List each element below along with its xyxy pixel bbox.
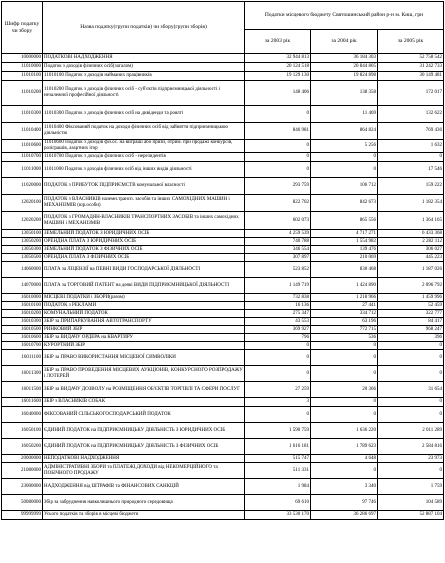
table-row — [2, 479, 444, 495]
row-code: 11010600 — [2, 140, 43, 153]
year-2005-header: за 2005 рік — [378, 30, 444, 54]
row-value-2003: 0 — [245, 350, 311, 366]
table-row — [2, 278, 444, 294]
row-value-2003: 16 136 — [245, 302, 311, 310]
row-name: ЗБІР за ПРАВО ПРОВЕДЕННЯ МІСЦЕВИХ АУКЦІОНІВ, КОНКУРСНОГО РОЗПРОДАЖУ і ЛОТЕРЕЙ — [43, 366, 245, 382]
row-value-2003: 515 747 — [245, 455, 311, 463]
row-code: 16011600 — [2, 398, 43, 407]
row-value-2005: 2 011 289 — [378, 423, 444, 439]
row-name: ПЛАТА за ЛІЦЕНЗІЇ на ПЕВНІ ВИДИ ГОСПОДАРСЬКОЇ ДІЯЛЬНОСТІ — [43, 262, 245, 278]
row-name: АДМІНІСТРАТИВНІ ЗБОРИ та ПЛАТЕЖІ,ДОХОДИ від НЕКОМЕРЦІЙНОГО та ПОБІЧНОГО ПРОДАЖУ — [43, 463, 245, 479]
caption-row — [2, 2, 444, 30]
row-code: 12020100 — [2, 195, 43, 212]
row-name: Усього податків та зборів в місцеві бюджети — [43, 511, 245, 520]
row-value-2004: 27 441 — [311, 302, 378, 310]
row-value-2003: 346 554 — [245, 246, 311, 254]
row-value-2003: 4 259 539 — [245, 230, 311, 238]
table-row — [2, 246, 444, 254]
row-value-2004: 1 424 890 — [311, 278, 378, 294]
row-code: 16010600 — [2, 334, 43, 342]
row-value-2004: 5 256 — [311, 140, 378, 153]
row-value-2005: 84 417 — [378, 318, 444, 326]
row-value-2005: 172 017 — [378, 81, 444, 106]
row-value-2004: 0 — [311, 463, 378, 479]
row-value-2005: 1 459 996 — [378, 294, 444, 302]
row-value-2004: 0 — [311, 350, 378, 366]
row-code: 11010000 — [2, 63, 43, 72]
table-row — [2, 318, 444, 326]
row-value-2003: 69 610 — [245, 495, 311, 511]
row-code: 10000000 — [2, 54, 43, 63]
row-value-2003: 33 530 170 — [245, 511, 311, 520]
row-value-2003: 1 616 181 — [245, 439, 311, 455]
row-code: 16010300 — [2, 318, 43, 326]
row-name: ЄДИНИЙ ПОДАТОК на ПІДПРИЄМНИЦЬКУ ДІЯЛЬНІСТЬ З ЮРИДИЧНИХ ОСІБ — [43, 423, 245, 439]
row-code: 13050500 — [2, 254, 43, 262]
row-value-2005: 52 758 542 — [378, 54, 444, 63]
row-name: ЗБІР за ПРИПАРКУВАННЯ АВТОТРАНСПОРТУ — [43, 318, 245, 326]
table-row — [2, 72, 444, 81]
row-value-2004: 106 712 — [311, 178, 378, 195]
row-value-2004: 1 636 220 — [311, 423, 378, 439]
row-name: 11010400 Фіксований податок на доходи фізичних осіб від зайняття підприємницькою діяльністю — [43, 123, 245, 140]
row-value-2005: 6 433 368 — [378, 230, 444, 238]
table-row — [2, 153, 444, 162]
row-name: ОРЕНДНА ПЛАТА З ЮРИДИЧНИХ ОСІБ — [43, 238, 245, 246]
row-value-2005: 31 654 — [378, 382, 444, 398]
row-name: НЕПОДАТКОВІ НАДХОДЖЕННЯ — [43, 455, 245, 463]
row-value-2005: 1 182 354 — [378, 195, 444, 212]
row-name: 11010700 Податок з доходів фізичних осіб - нерезидентів — [43, 153, 245, 162]
row-code: 14070000 — [2, 278, 43, 294]
row-value-2005: 132 622 — [378, 106, 444, 123]
row-value-2004: 864 824 — [311, 123, 378, 140]
row-value-2004: 36 286 697 — [311, 511, 378, 520]
row-value-2004: 0 — [311, 407, 378, 423]
table-row — [2, 407, 444, 423]
table-row — [2, 423, 444, 439]
row-value-2003: 1 590 759 — [245, 423, 311, 439]
row-code: 13050200 — [2, 238, 43, 246]
row-value-2005: 769 436 — [378, 123, 444, 140]
row-value-2004: 4 648 — [311, 455, 378, 463]
row-code: 16010700 — [2, 342, 43, 350]
row-code: 20000000 — [2, 455, 43, 463]
row-code: 11010300 — [2, 106, 43, 123]
row-code: 11011000 — [2, 162, 43, 178]
row-value-2005: 1 364 165 — [378, 212, 444, 230]
row-value-2004: 138 358 — [311, 81, 378, 106]
row-value-2005: 159 222 — [378, 178, 444, 195]
row-code: 16010200 — [2, 310, 43, 318]
row-code: 11020000 — [2, 178, 43, 195]
table-row — [2, 195, 444, 212]
row-code: 12020200 — [2, 212, 43, 230]
row-name: РИНКОВИЙ ЗБІР — [43, 326, 245, 334]
row-name: ПОДАТОК з РЕКЛАМИ — [43, 302, 245, 310]
row-value-2004: 11 469 — [311, 106, 378, 123]
row-value-2003: 3 — [245, 398, 311, 407]
row-value-2005: 2 282 112 — [378, 238, 444, 246]
header-name-cell: Назва податку(групи податків) чи збору(групи зборів) — [43, 2, 245, 54]
table-row — [2, 238, 444, 246]
row-value-2003: 20 124 518 — [245, 63, 311, 72]
row-value-2003: 602 073 — [245, 212, 311, 230]
row-value-2003: 307 897 — [245, 254, 311, 262]
row-value-2005: 52 459 — [378, 302, 444, 310]
row-value-2004: 0 — [311, 366, 378, 382]
row-name: 11010100 Податок з доходів найманих працівників — [43, 72, 245, 81]
row-value-2004: 0 — [311, 398, 378, 407]
row-value-2004: 63 196 — [311, 318, 378, 326]
row-code: 21080000 — [2, 463, 43, 479]
row-value-2004: 139 476 — [311, 246, 378, 254]
row-value-2005: 322 777 — [378, 310, 444, 318]
row-value-2005: 396 — [378, 334, 444, 342]
row-value-2004: 865 556 — [311, 212, 378, 230]
row-value-2003: 1 984 — [245, 479, 311, 495]
row-name: 11010200 Податок з доходів фізичних осіб - суб'єктів підприємницької діяльності і незалежної професійної діяльності — [43, 81, 245, 106]
row-code: 23000000 — [2, 479, 43, 495]
row-name: ЗЕМЕЛЬНИЙ ПОДАТОК З ФІЗИЧНИХ ОСІБ — [43, 246, 245, 254]
row-value-2003: 523 852 — [245, 262, 311, 278]
row-name: ЗБІР за ВИДАЧУ ДОЗВОЛУ на РОЗМІЩЕННЯ ОБ'ЄКТІВ ТОРГІВЛІ ТА СФЕРИ ПОСЛУГ — [43, 382, 245, 398]
table-row — [2, 310, 444, 318]
row-value-2003: 0 — [245, 342, 311, 350]
row-value-2005: 23 973 — [378, 455, 444, 463]
year-2004-header: за 2004 рік — [311, 30, 378, 54]
row-value-2003: 369 927 — [245, 326, 311, 334]
row-value-2005: 1 759 — [378, 479, 444, 495]
row-value-2005: 1 187 026 — [378, 262, 444, 278]
row-name: ОРЕНДНА ПЛАТА З ФІЗИЧНИХ ОСІБ — [43, 254, 245, 262]
row-code: 50080000 — [2, 495, 43, 511]
row-name: ПОДАТОК з ПРИБУТОК ПІДПРИЄМСТВ комунальної власності — [43, 178, 245, 195]
row-name: ЗБІР за ВИДАЧУ ОРДЕРА на КВАРТИРУ — [43, 334, 245, 342]
table-row — [2, 366, 444, 382]
table-row — [2, 123, 444, 140]
row-name: НАДХОДЖЕННЯ від ШТРАФІВ та ФІНАНСОВИХ САНКЦІЙ — [43, 479, 245, 495]
row-value-2003: 0 — [245, 140, 311, 153]
table-row — [2, 294, 444, 302]
row-value-2004: 19 824 898 — [311, 72, 378, 81]
row-value-2003: 0 — [245, 153, 311, 162]
row-name: ЗБІР за ПРАВО ВИКОРИСТАННЯ МІСЦЕВОЇ СИМВОЛІКИ — [43, 350, 245, 366]
row-value-2004: 536 — [311, 334, 378, 342]
row-name: КОМУНАЛЬНИЙ ПОДАТОК — [43, 310, 245, 318]
row-code: 16010000 — [2, 294, 43, 302]
row-value-2005: 30 149 481 — [378, 72, 444, 81]
table-row — [2, 302, 444, 310]
row-code: 13050300 — [2, 246, 43, 254]
row-code: 99999999 — [2, 511, 43, 520]
row-value-2005: 1 632 — [378, 140, 444, 153]
row-name: ЄДИНИЙ ПОДАТОК на ПІДПРИЄМНИЦЬКУ ДІЯЛЬНІСТЬ З ФІЗИЧНИХ ОСІБ — [43, 439, 245, 455]
row-value-2004: 1 789 623 — [311, 439, 378, 455]
table-row — [2, 334, 444, 342]
row-name: ПЛАТА за ТОРГОВИЙ ПАТЕНТ на деякі ВИДИ ПІДПРИЄМНИЦЬКОЇ ДІЯЛЬНОСТІ — [43, 278, 245, 294]
row-code: 16050100 — [2, 423, 43, 439]
row-value-2003: 275 347 — [245, 310, 311, 318]
row-value-2005: 2 096 792 — [378, 278, 444, 294]
table-row — [2, 342, 444, 350]
row-name: ПОДАТОК з ВЛАСНИКІВ наземн.трансп. засобів та інших САМОХІДНИХ МАШИН і МЕХАНІЗМІВ (юр.особи) — [43, 195, 245, 212]
table-row — [2, 262, 444, 278]
row-value-2003: 822 702 — [245, 195, 311, 212]
row-code: 16011500 — [2, 382, 43, 398]
table-row — [2, 178, 444, 195]
row-value-2003: 0 — [245, 162, 311, 178]
row-code: 16011100 — [2, 350, 43, 366]
row-value-2003: 32 944 813 — [245, 54, 311, 63]
row-name: ФІКСОВАНИЙ СІЛЬСЬКОГОСПОДАРСЬКИЙ ПОДАТОК — [43, 407, 245, 423]
row-value-2005: 0 — [378, 350, 444, 366]
row-value-2004: 0 — [311, 342, 378, 350]
row-value-2004: 20 366 — [311, 382, 378, 398]
row-name: 11010300 Податок з доходів фізичних осіб на дивіденди та роялті — [43, 106, 245, 123]
year-2003-header: за 2003 рік — [245, 30, 311, 54]
row-value-2003: 1 149 719 — [245, 278, 311, 294]
row-value-2004: 97 746 — [311, 495, 378, 511]
row-value-2004: 20 844 805 — [311, 63, 378, 72]
row-value-2004: 4 717 271 — [311, 230, 378, 238]
row-value-2004: 1 218 966 — [311, 294, 378, 302]
row-value-2003: 27 259 — [245, 382, 311, 398]
row-name: Збір за забруднення навколишнього природного середовища — [43, 495, 245, 511]
table-row — [2, 106, 444, 123]
table-row — [2, 398, 444, 407]
row-value-2005: 0 — [378, 153, 444, 162]
row-code: 16010500 — [2, 326, 43, 334]
row-value-2003: 732 838 — [245, 294, 311, 302]
table-row — [2, 63, 444, 72]
row-name: 11011000 Податок з доходів фізичних осіб від інших видів діяльності — [43, 162, 245, 178]
row-value-2004: 1 554 982 — [311, 238, 378, 246]
row-name: ПОДАТОК з ГРОМАДЯН-ВЛАСНИКІВ ТРАНСПОРТНИХ ЗАСОБІВ та інших самохідних МАШИН і МЕХАНІЗМІВ — [43, 212, 245, 230]
row-code: 16011300 — [2, 366, 43, 382]
row-value-2005: 104 589 — [378, 495, 444, 511]
row-value-2005: 2 584 816 — [378, 439, 444, 455]
row-value-2003: 0 — [245, 106, 311, 123]
table-row — [2, 350, 444, 366]
row-value-2005: 0 — [378, 366, 444, 382]
table-row — [2, 455, 444, 463]
row-code: 16040000 — [2, 407, 43, 423]
row-code: 16010100 — [2, 302, 43, 310]
table-row — [2, 230, 444, 238]
row-value-2005: 31 242 733 — [378, 63, 444, 72]
table-row — [2, 212, 444, 230]
row-value-2003: 796 — [245, 334, 311, 342]
row-value-2004: 3 340 — [311, 479, 378, 495]
row-value-2005: 17 546 — [378, 162, 444, 178]
row-value-2003: 511 331 — [245, 463, 311, 479]
row-code: 11010400 — [2, 123, 43, 140]
row-value-2004: 0 — [311, 153, 378, 162]
table-row — [2, 54, 444, 63]
row-name: Податок з доходів фізичних осіб(загалом) — [43, 63, 245, 72]
row-value-2003: 19 129 130 — [245, 72, 311, 81]
row-name: ЗБІР з ВЛАСНИКІВ СОБАК — [43, 398, 245, 407]
row-code: 11010200 — [2, 81, 43, 106]
row-value-2003: 0 — [245, 366, 311, 382]
row-name: МІСЦЕВІ ПОДАТКИ і ЗБОРИ(разом) — [43, 294, 245, 302]
row-value-2004: 0 — [311, 162, 378, 178]
header-code-cell: Шифр податку чи збору — [2, 2, 43, 54]
row-name: ПОДАТКОВІ НАДХОДЖЕННЯ — [43, 54, 245, 63]
row-name: КУРОРТНИЙ ЗБІР — [43, 342, 245, 350]
row-value-2005: 968 247 — [378, 326, 444, 334]
row-value-2004: 830 468 — [311, 262, 378, 278]
table-row — [2, 495, 444, 511]
row-code: 13050100 — [2, 230, 43, 238]
row-value-2005: 306 027 — [378, 246, 444, 254]
row-code: 11010100 — [2, 72, 43, 81]
row-value-2004: 36 184 303 — [311, 54, 378, 63]
row-value-2003: 846 981 — [245, 123, 311, 140]
row-value-2003: 148 406 — [245, 81, 311, 106]
row-name: ЗЕМЕЛЬНИЙ ПОДАТОК З ЮРИДИЧНИХ ОСІБ — [43, 230, 245, 238]
row-value-2005: 52 887 104 — [378, 511, 444, 520]
table-row — [2, 140, 444, 153]
row-value-2004: 210 069 — [311, 254, 378, 262]
row-code: 14060000 — [2, 262, 43, 278]
table-row — [2, 382, 444, 398]
row-value-2004: 334 712 — [311, 310, 378, 318]
table-row — [2, 254, 444, 262]
row-code: 11010700 — [2, 153, 43, 162]
row-value-2003: 0 — [245, 407, 311, 423]
table-row — [2, 439, 444, 455]
table-row — [2, 511, 444, 520]
row-value-2004: 842 673 — [311, 195, 378, 212]
table-row — [2, 326, 444, 334]
row-value-2003: 293 759 — [245, 178, 311, 195]
header-caption: Податки місцевого бюджету Святошинський район р-н м. Киш, грн — [245, 2, 444, 30]
row-value-2003: 740 788 — [245, 238, 311, 246]
row-value-2005: 0 — [378, 463, 444, 479]
row-value-2003: 43 553 — [245, 318, 311, 326]
budget-table — [1, 1, 444, 520]
row-value-2005: 0 — [378, 398, 444, 407]
table-row — [2, 463, 444, 479]
row-value-2005: 445 223 — [378, 254, 444, 262]
row-value-2004: 772 715 — [311, 326, 378, 334]
row-code: 16050200 — [2, 439, 43, 455]
row-value-2005: 0 — [378, 407, 444, 423]
row-value-2005: 0 — [378, 342, 444, 350]
table-row — [2, 81, 444, 106]
row-name: 11010600 Податок з доходів фіз.ос. на виграші або призи, отрим. при продажі конкурсів, розіграшів, азартних ігор — [43, 140, 245, 153]
table-row — [2, 162, 444, 178]
